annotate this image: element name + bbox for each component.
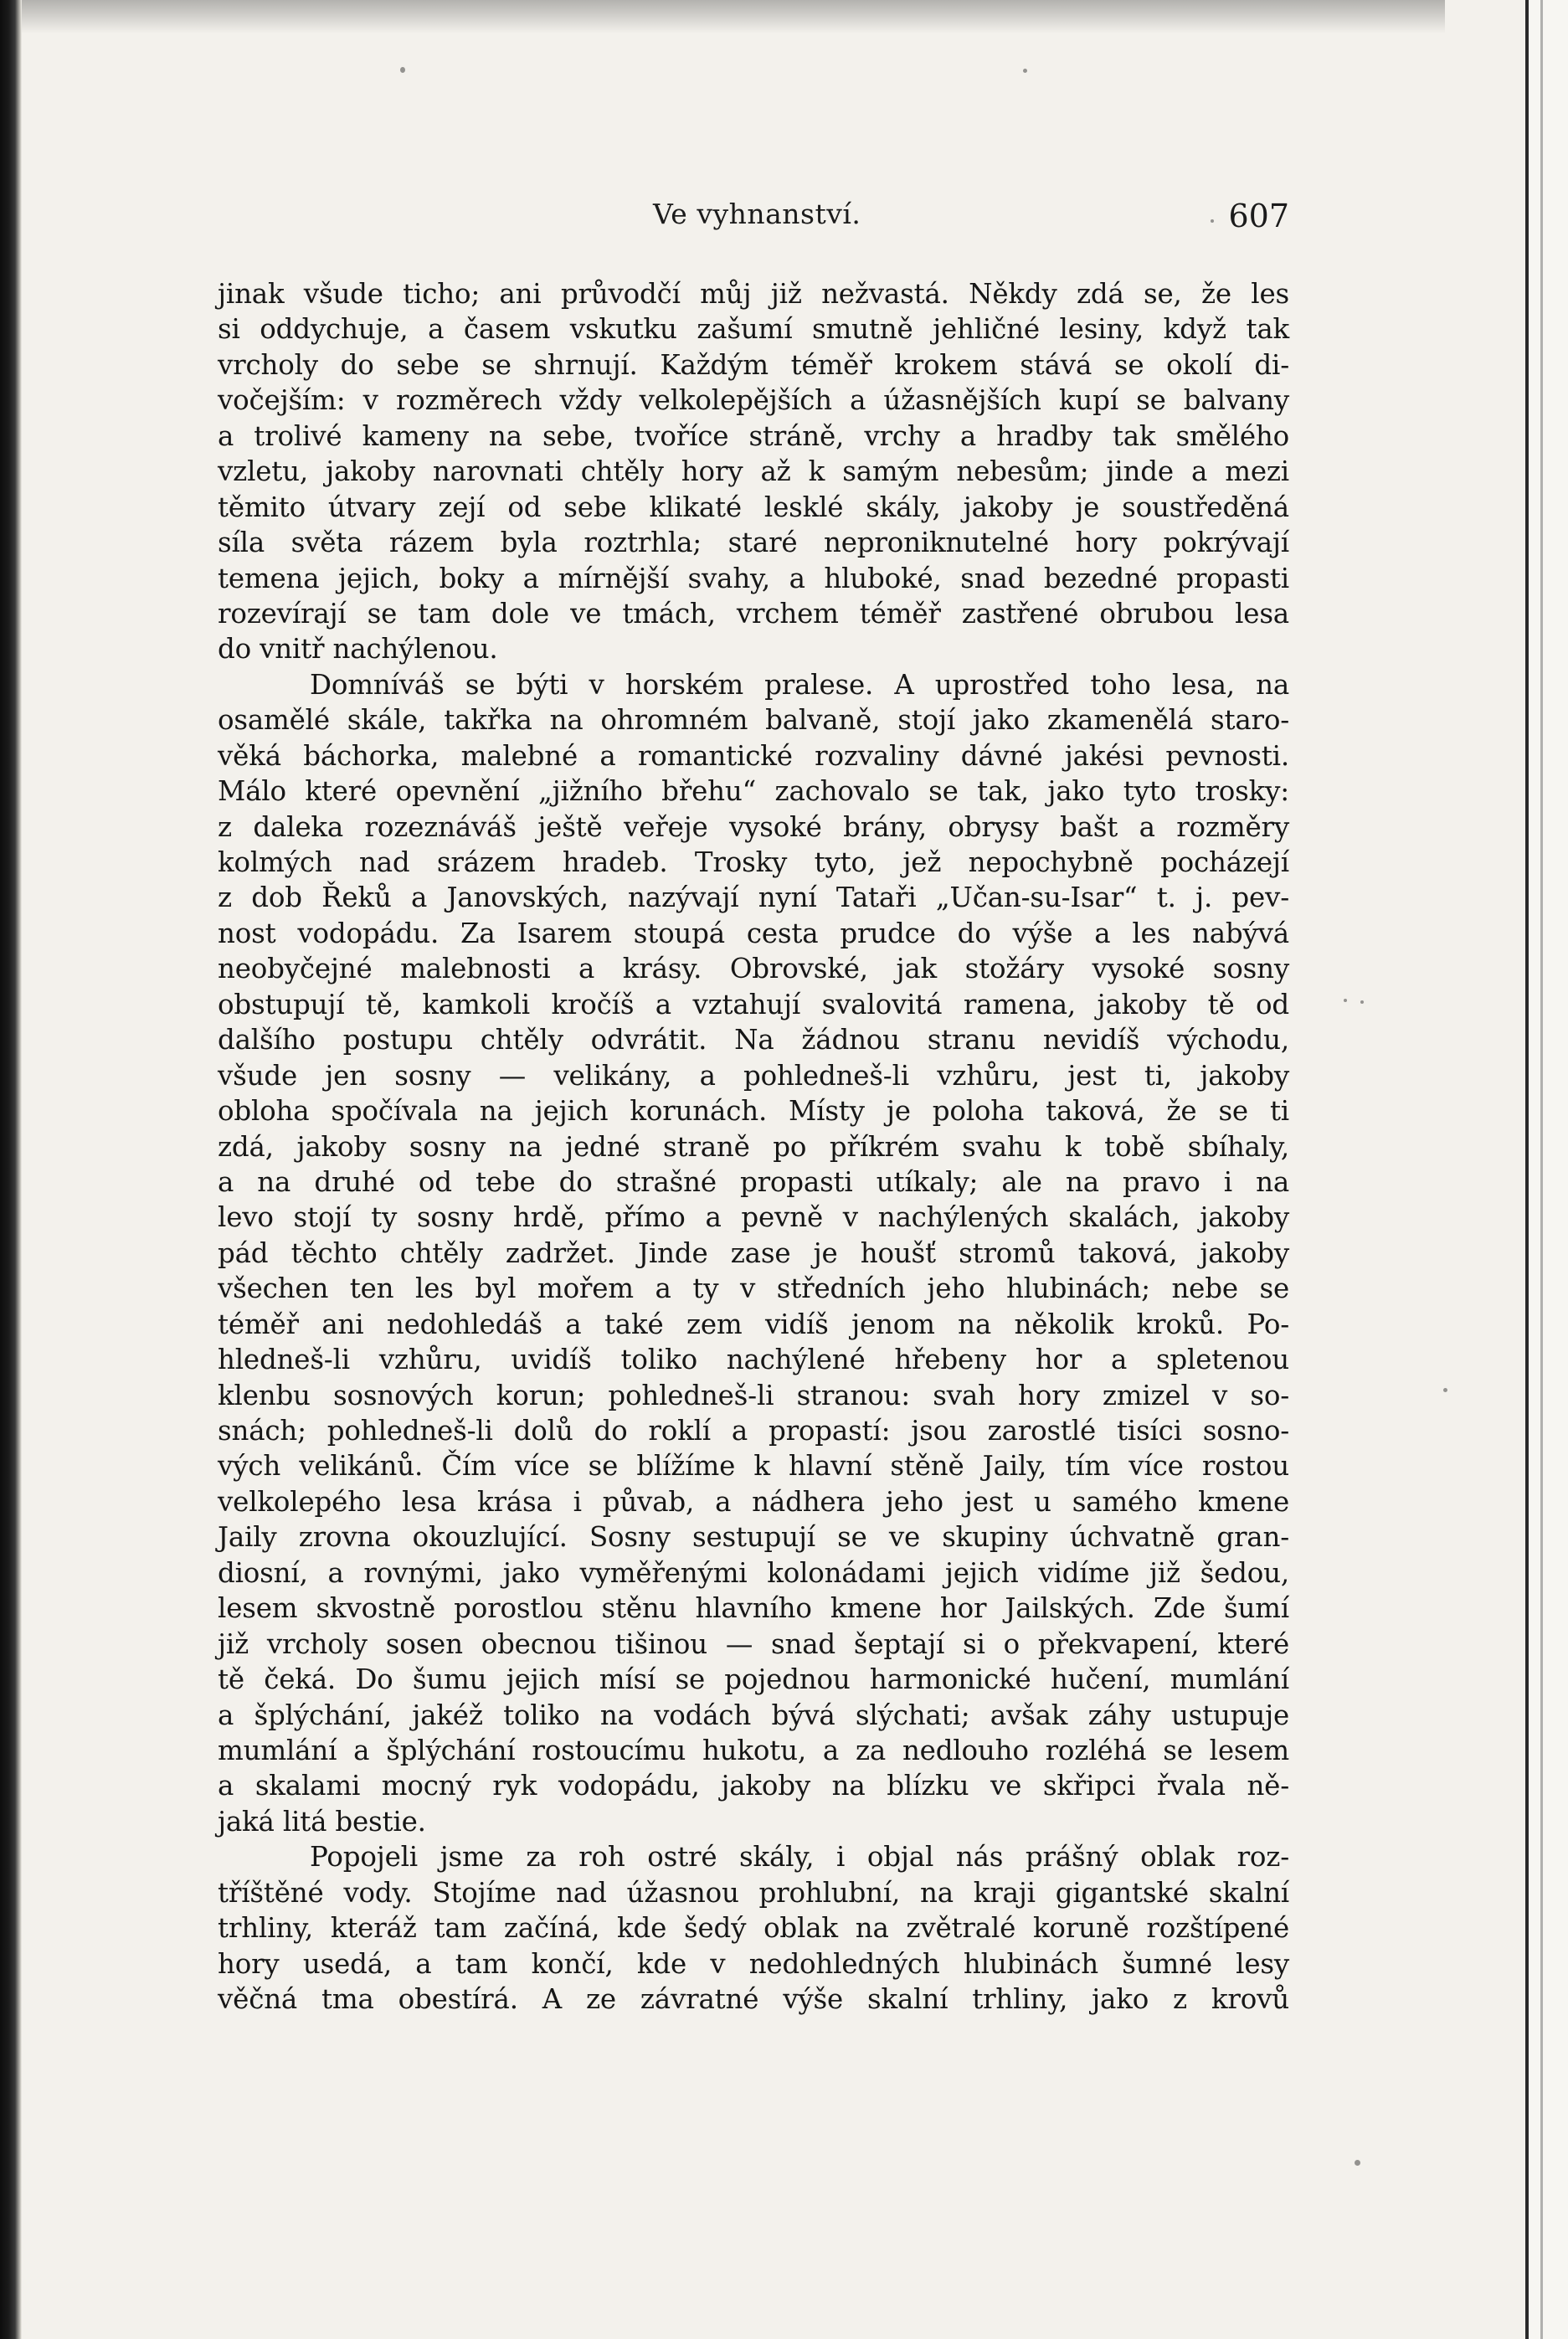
text-line: kolmých nad srázem hradeb. Trosky tyto, jež nepochybně pocházejí xyxy=(218,846,1289,878)
text-line: levo stojí ty sosny hrdě, přímo a pevně v nachýlených skalách, jakoby xyxy=(218,1201,1289,1234)
text-line: mumlání a šplýchání rostoucímu hukotu, a za nedlouho rozléhá se lesem xyxy=(218,1734,1289,1766)
text-line: snách; pohledneš-li dolů do roklí a propastí: jsou zarostlé tisíci sosno- xyxy=(218,1415,1289,1447)
print-speck xyxy=(1344,999,1347,1002)
text-line: vrcholy do sebe se shrnují. Každým téměř krokem stává se okolí di- xyxy=(218,348,1289,381)
text-line: Jaily zrovna okouzlující. Sosny sestupují se ve skupiny úchvatně gran- xyxy=(218,1521,1289,1554)
text-line: neobyčejné malebnosti a krásy. Obrovské, jak stožáry vysoké sosny xyxy=(218,953,1289,985)
text-line: si oddychuje, a časem vskutku zašumí smutně jehličné lesiny, když tak xyxy=(218,313,1289,346)
text-line: tříštěné vody. Stojíme nad úžasnou prohlubní, na kraji gigantské skalní xyxy=(218,1876,1289,1909)
text-line: všude jen sosny — velikány, a pohledneš-li vzhůru, jest ti, jakoby xyxy=(218,1059,1289,1092)
text-line: již vrcholy sosen obecnou tišinou — snad šeptají si o překvapení, které xyxy=(218,1627,1289,1660)
text-line: klenbu sosnových korun; pohledneš-li stranou: svah hory zmizel v so- xyxy=(218,1379,1289,1411)
right-page-edge xyxy=(1525,0,1568,2339)
text-line: dalšího postupu chtěly odvrátit. Na žádnou stranu nevidíš východu, xyxy=(218,1024,1289,1056)
text-line: lesem skvostně porostlou stěnu hlavního kmene hor Jailských. Zde šumí xyxy=(218,1592,1289,1625)
top-edge-shade xyxy=(22,0,1445,33)
print-speck xyxy=(1360,1000,1364,1004)
text-line: obstupují tě, kamkoli kročíš a vztahují svalovitá ramena, jakoby tě od xyxy=(218,988,1289,1020)
text-line: Málo které opevnění „jižního břehu“ zachovalo se tak, jako tyto trosky: xyxy=(218,775,1289,808)
text-line: věká báchorka, malebné a romantické rozvaliny dávné jakési pevnosti. xyxy=(218,739,1289,772)
paragraph xyxy=(218,1839,1289,2017)
text-line: vočejším: v rozměrech vždy velkolepějších a úžasnějších kupí se balvany xyxy=(218,384,1289,417)
text-line: velkolepého lesa krása i půvab, a nádhera jeho jest u samého kmene xyxy=(218,1485,1289,1518)
text-line: jaká litá bestie. xyxy=(218,1805,426,1838)
text-line: Domníváš se býti v horském pralese. A uprostřed toho lesa, na xyxy=(310,668,1289,701)
text-line: jinak všude ticho; ani průvodčí můj již nežvastá. Někdy zdá se, že les xyxy=(218,278,1289,310)
text-line: zdá, jakoby sosny na jedné straně po příkrém svahu k tobě sbíhaly, xyxy=(218,1130,1289,1163)
text-line: diosní, a rovnými, jako vyměřenými kolonádami jejich vidíme již šedou, xyxy=(218,1556,1289,1589)
text-line: a šplýchání, jakéž toliko na vodách bývá slýchati; avšak záhy ustupuje xyxy=(218,1699,1289,1731)
body-text xyxy=(218,276,1289,2017)
text-line: a na druhé od tebe do strašné propasti utíkaly; ale na pravo i na xyxy=(218,1165,1289,1198)
text-line: obloha spočívala na jejich korunách. Místy je poloha taková, že se ti xyxy=(218,1095,1289,1128)
page-number: 607 xyxy=(1228,198,1289,234)
text-line: vých velikánů. Čím více se blížíme k hlavní stěně Jaily, tím více rostou xyxy=(218,1450,1289,1483)
text-line: hory usedá, a tam končí, kde v nedohledných hlubinách šumné lesy xyxy=(218,1947,1289,1980)
text-line: vzletu, jakoby narovnati chtěly hory až k samým nebesům; jinde a mezi xyxy=(218,455,1289,488)
print-speck xyxy=(1355,2160,1360,2166)
text-line: z dob Řeků a Janovských, nazývají nyní Tataři „Učan-su-Isar“ t. j. pev- xyxy=(218,882,1289,914)
chapter-title: Ve vyhnanství. xyxy=(653,198,861,230)
paragraph xyxy=(218,667,1289,1839)
text-line: trhliny, kteráž tam začíná, kde šedý oblak na zvětralé koruně rozštípené xyxy=(218,1912,1289,1945)
text-line: osamělé skále, takřka na ohromném balvaně, stojí jako zkamenělá staro- xyxy=(218,704,1289,737)
text-line: téměř ani nedohledáš a také zem vidíš jenom na několik kroků. Po- xyxy=(218,1308,1289,1340)
paragraph xyxy=(218,276,1289,667)
text-line: pád těchto chtěly zadržet. Jinde zase je houšť stromů taková, jakoby xyxy=(218,1236,1289,1269)
binding-shadow xyxy=(0,0,22,2339)
text-line: z daleka rozeznáváš ještě veřeje vysoké brány, obrysy bašt a rozměry xyxy=(218,810,1289,843)
text-line: temena jejich, boky a mírnější svahy, a hluboké, snad bezedné propasti xyxy=(218,562,1289,594)
text-line: hledneš-li vzhůru, uvidíš toliko nachýlené hřebeny hor a spletenou xyxy=(218,1344,1289,1376)
text-line: věčná tma obestírá. A ze závratné výše skalní trhliny, jako z krovů xyxy=(218,1983,1289,2015)
print-speck xyxy=(1443,1388,1447,1392)
text-line: tě čeká. Do šumu jejich mísí se pojednou harmonické hučení, mumlání xyxy=(218,1663,1289,1696)
print-speck xyxy=(1023,69,1027,73)
text-line: do vnitř nachýlenou. xyxy=(218,633,498,666)
text-line: a skalami mocný ryk vodopádu, jakoby na blízku ve skřipci řvala ně- xyxy=(218,1770,1289,1802)
text-line: rozevírají se tam dole ve tmách, vrchem téměř zastřené obrubou lesa xyxy=(218,597,1289,630)
text-line: a trolivé kameny na sebe, tvoříce stráně, vrchy a hradby tak smělého xyxy=(218,419,1289,452)
running-head xyxy=(218,198,1289,248)
page-edge-line xyxy=(1540,0,1543,2339)
text-line: Popojeli jsme za roh ostré skály, i objal nás prášný oblak roz- xyxy=(310,1841,1289,1874)
text-line: těmito útvary zejí od sebe klikaté lesklé skály, jakoby je soustředěná xyxy=(218,491,1289,523)
print-speck xyxy=(400,67,405,73)
text-line: všechen ten les byl mořem a ty v středních jeho hlubinách; nebe se xyxy=(218,1272,1289,1305)
text-line: nost vodopádu. Za Isarem stoupá cesta prudce do výše a les nabývá xyxy=(218,917,1289,949)
text-line: síla světa rázem byla roztrhla; staré neproniknutelné hory pokrývají xyxy=(218,527,1289,559)
